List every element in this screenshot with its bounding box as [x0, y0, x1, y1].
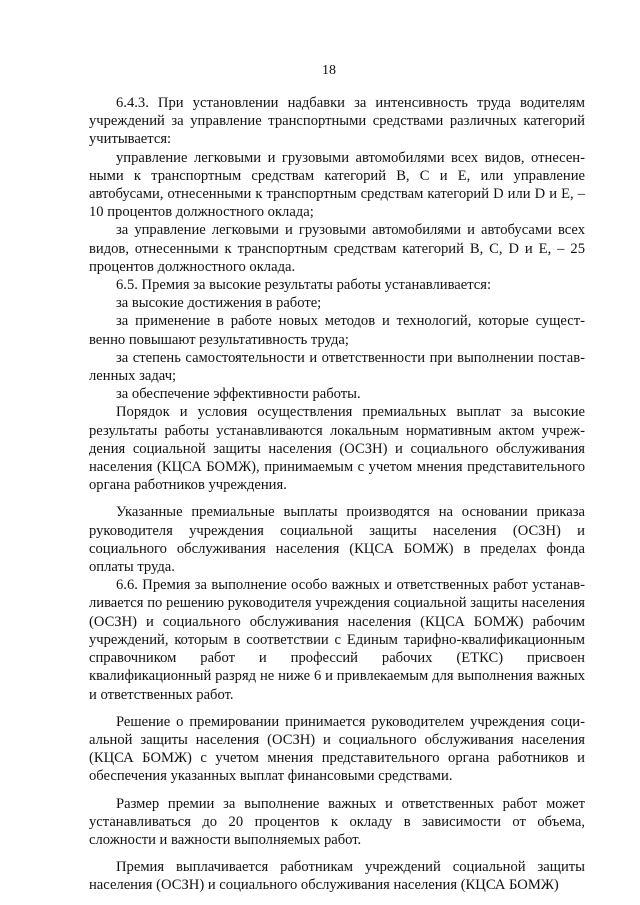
paragraph-bonus-payment: Премия выплачивается работникам учреждений социальной защиты населения (ОСЗН) и социального обслуживания населения (КЦСА БОМЖ) — [89, 859, 585, 894]
paragraph-independence: за степень самостоятельности и ответственности при выполнении поставленных задач; — [89, 349, 585, 385]
paragraph-efficiency: за обеспечение эффективности работы. — [116, 386, 361, 403]
paragraph-bonus-decision: Решение о премировании принимается руководителем учреждения социальной защиты населения (ОСЗН) и социального обслуживания населения (КЦСА БОМЖ) с учетом мнения представительного органа работников и обеспечения указанных выплат финансовыми средствами. — [89, 713, 585, 785]
paragraph-category-b-c-d-e: за управление легковыми и грузовыми автомобилями и автобусами всех видов, отнесенными к транспортным средствам категорий В, С, D и E, – 25 процентов должностного оклада. — [89, 222, 585, 275]
paragraph-high-achievements: за высокие достижения в работе; — [116, 295, 322, 312]
paragraph-new-methods: за применение в работе новых методов и технологий, которые существенно повышают результативность труда; — [89, 313, 585, 348]
page-number: 18 — [322, 63, 336, 78]
paragraph-bonus-size: Размер премии за выполнение важных и ответственных работ может устанавливаться до 20 процентов к окладу в зависимости от объема, сложности и важности выполняемых работ. — [89, 795, 585, 848]
paragraph-bonus-order: Указанные премиальные выплаты производятся на основании приказа руководителя учреждения социальной защиты населения (ОСЗН) и социального обслуживания населения (КЦСА БОМЖ) в пределах фонда оплаты труда. — [89, 504, 585, 576]
paragraph-category-b-c-e: управление легковыми и грузовыми автомобилями всех видов, отнесенными к транспортным средствам категорий В, С и Е, или управление автобусами, отнесенными к транспортным средствам категорий D или D и E, – 10 процентов должностного оклада; — [89, 149, 585, 221]
paragraph-6-4-3: 6.4.3. При установлении надбавки за интенсивность труда водителям учреждений за управление транспортными средствами различных категорий учитывается: — [89, 95, 585, 148]
document-body — [89, 94, 585, 895]
paragraph-bonus-procedure: Порядок и условия осуществления премиальных выплат за высокие результаты работы устанавливаются локальным нормативным актом учреждения социальной защиты населения (ОСЗН) и социального обслуживания населения (КЦСА БОМЖ), принимаемым с учетом мнения представительного органа работников учреждения. — [89, 404, 585, 494]
paragraph-6-6: 6.6. Премия за выполнение особо важных и ответственных работ устанавливается по решению руководителя учреждения социальной защиты населения (ОСЗН) и социального обслуживания населения (КЦСА БОМЖ) рабочим учреждений, которым в соответствии с Единым тарифно-квалификационным справочником работ и профессий рабочих (ЕТКС) присвоен квалификационный разряд не ниже 6 и привлекаемым для выполнения важных и ответственных работ. — [89, 577, 585, 703]
paragraph-6-5: 6.5. Премия за высокие результаты работы устанавливается: — [116, 277, 492, 294]
